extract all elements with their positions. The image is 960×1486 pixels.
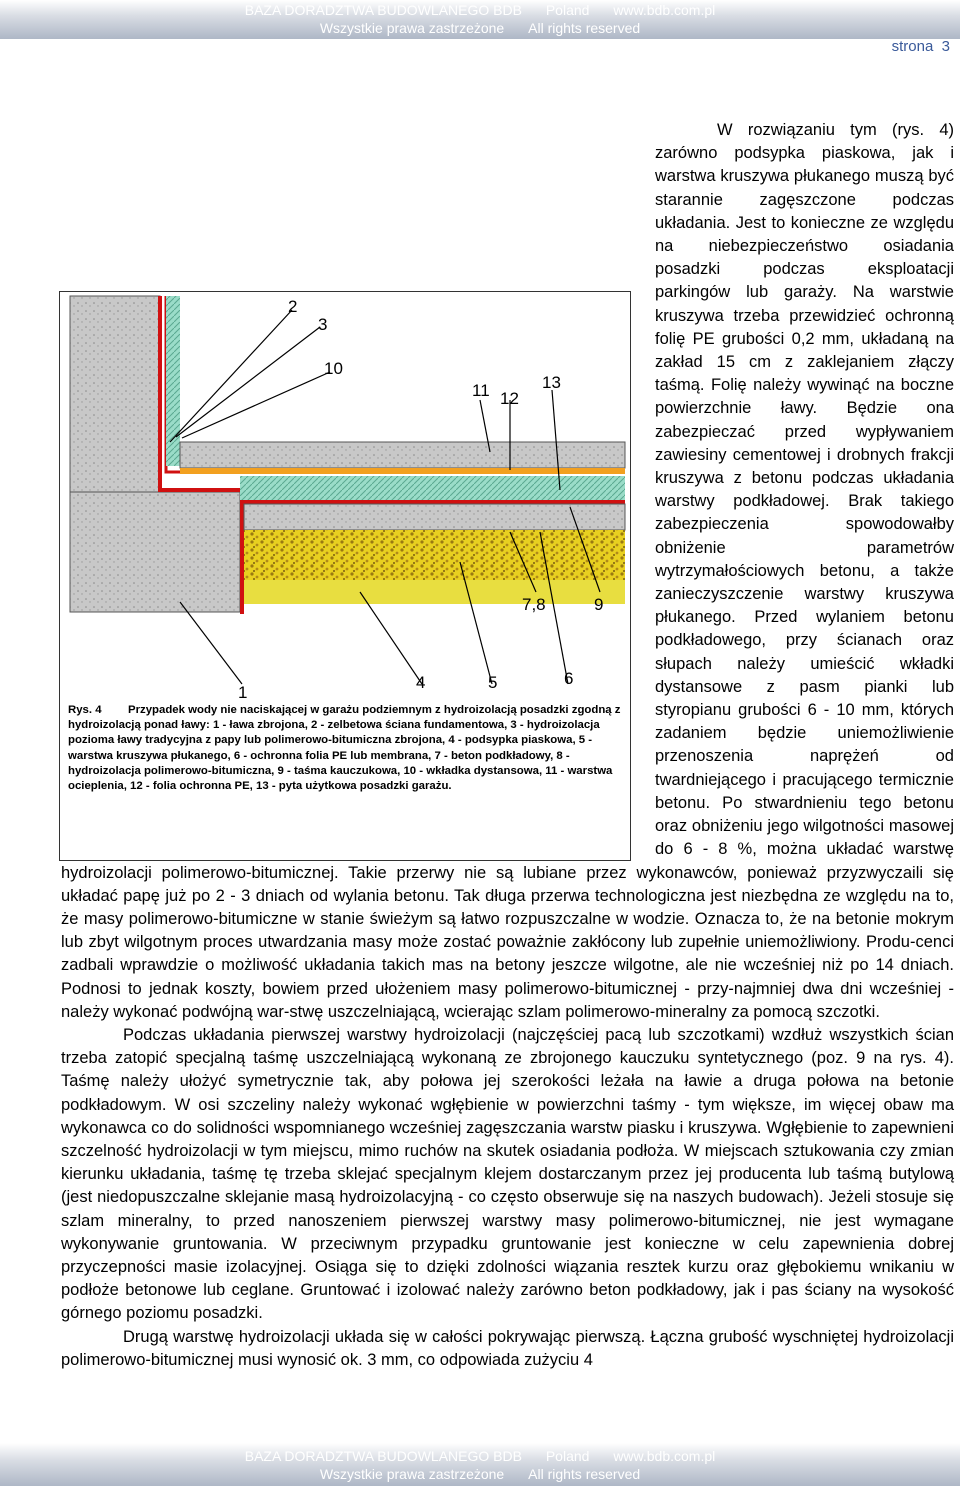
label-7-8: 7,8 (522, 595, 546, 614)
caption-rys: Rys. 4 (68, 704, 102, 716)
figure-rys-4 (59, 291, 631, 861)
caption-text: Przypadek wody nie naciskającej w garażu podziemnym z hydroizolacją posadzki zgodną z hydroizolacją ponad ławy: 1 - ława zbrojona, 2 - zelbetowa ściana fundamentowa, 3 - hydroizolacja pozioma ławy tradycyjna z papy lub polimerowo-bitumiczna zbrojona, 4 - podsypka piaskowa, 5 - warstwa kruszywa płukanego, 6 - ochronna folia PE lub membrana, 7 - beton podkładowy, 8 - hydroizolacja polimerowo-bitumiczna, 9 - taśma kauczukowa, 10 - wkładka dystansowa, 11 - warstwa ocieplenia, 12 - folia ochronna PE, 13 - pyta użytkowa posadzki garażu. (68, 704, 621, 793)
label-9: 9 (594, 595, 604, 614)
label-10: 10 (324, 359, 343, 378)
footer-url[interactable]: www.bdb.com.pl (613, 1448, 716, 1464)
footer-rights-pl: Wszystkie prawa zastrzeżone (319, 1466, 505, 1482)
label-2: 2 (288, 297, 298, 316)
label-3: 3 (318, 315, 328, 334)
label-5: 5 (488, 673, 498, 692)
label-1: 1 (238, 683, 248, 702)
label-6: 6 (564, 669, 574, 688)
figure-caption (68, 703, 624, 794)
paragraph-3: Drugą warstwę hydroizolacji układa się w całości pokrywając pierwszą. Łączna grubość wyschniętej hydroizolacji polimerowo-bitumicznej musi wynosić ok. 3 mm, co odpowiada zużyciu 4 (61, 1327, 954, 1369)
label-12: 12 (500, 389, 519, 408)
header-country: Poland (545, 2, 590, 18)
label-4: 4 (416, 673, 426, 692)
paragraph-1: W rozwiązaniu tym (rys. 4) zarówno podsypka piaskowa, jak i warstwa kruszywa płukanego muszą być starannie zagęszczone podczas układania. Jest to konieczne ze względu na niebezpieczeństwo osiadania posadzki podczas eksploatacji parkingów lub garaży. Na warstwie kruszywa trzeba przewidzieć ochronną folię PE grubości 0,2 mm, układaną na zakład 15 cm z zaklejaniem złączy taśmą. Folię należy wywinąć na boczne powierzchnie ławy. Będzie ona zabezpieczać przed wypływaniem zawiesiny cementowej i drobnych frakcji kruszywa z betonu podczas układania warstwy podkładowej. Brak takiego zabezpieczenia spowodowałby obniżenie parametrów wytrzymałościowych betonu, a także zanieczyszczenie warstwy kruszywa płukanego. Przed wylaniem betonu podkładowego, przy ścianach oraz słupach należy umieścić wkładki dystansowe z pasm pianki lub styropianu grubości 6 - 10 mm, których zadaniem będzie uniemożliwienie przenoszenia naprężeń od twardniejącego i pracującego termicznie betonu. Po stwardnieniu tego betonu oraz obniżeniu jego wilgotności masowej do 6 - 8 %, można układać warstwę hydroizolacji polimerowo-bitumicznej. Takie przerwy nie są lubiane przez wykonawców, ponieważ przyzwyczaili się układać papę już po 2 - 3 dniach od wylania betonu. Tak długa przerwa technologiczna jest niezbędna ze względu na to, że masy polimerowo-bitumiczne w stanie świeżym są łatwo rozpuszczalne w wodzie. Oznacza to, że na betonie mokrym lub zbyt wilgotnym proces utwardzania masy może zostać poważnie zakłócony lub zupełnie uniemożliwiony. Produ-cenci zadbali wprawdzie o możliwość układania takich mas na betony jeszcze wilgotne, ale nie wcześniej niż po 14 dniach. Podnosi to jednak koszty, bowiem przed ułożeniem masy polimerowo-bitumicznej - przy-najmniej dwa dni wcześniej - należy wykonać podwójną war-stwę uszczelniającą, wcierając szlam polimerowo-mineralny za pomocą szczotki. (61, 121, 954, 1021)
header-url[interactable]: www.bdb.com.pl (613, 2, 716, 18)
page-header (0, 0, 960, 39)
header-rights-pl: Wszystkie prawa zastrzeżone (319, 20, 505, 36)
cross-section-drawing (60, 292, 632, 702)
header-title: BAZA DORADZTWA BUDOWLANEGO BDB (244, 2, 522, 18)
page-footer (0, 1443, 960, 1486)
page-number: strona 3 (891, 38, 950, 55)
header-rights-en: All rights reserved (528, 20, 641, 36)
paragraph-2: Podczas układania pierwszej warstwy hydroizolacji (najczęściej pacą lub szczotkami) wzdłuż wszystkich ścian trzeba zatopić specjalną taśmę uszczelniającą wykonaną ze zbrojonego kauczuku syntetycznego (poz. 9 na rys. 4). Taśmę należy ułożyć symetrycznie tak, aby połowa jej szerokości leżała na ławie a druga połowa na betonie podkładowym. W osi szczeliny należy wykonać wgłębienie w powierzchni taśmy - tym większe, im więcej obaw ma wykonawca co do solidności wspomnianego wcześniej zagęszczania warstw piasku i kruszywa. Wgłębienie to zapewnieni szczelność hydroizolacji w tym miejscu, mimo ruchów na skutek osiadania podłoża. W miejscach sztukowania czy zmian kierunku układania, taśmę tę trzeba sklejać specjalnym klejem dostarczanym przez jej producenta lub taśmą butylową (jest niedopuszczalne sklejanie masą hydroizolacyjną - co często obserwuje się na naszych budowach). Jeżeli stosuje się szlam mineralny, to przed nanoszeniem pierwszej warstwy masy polimerowo-bitumicznej, nie jest wymagane wykonywanie gruntowania. W przeciwnym przypadku gruntowanie jest konieczne w celu zapewnienia dobrej przyczepności masie izolacyjnej. Osiąga się to dzięki zdolności wiązania resztek kurzu oraz głębokiemu wnikaniu w podłoże betonowe lub ceglane. Gruntować i izolować należy zarówno beton podkładowy, jak i pas ściany na wysokość górnego poziomu posadzki. (61, 1025, 954, 1323)
footer-rights-en: All rights reserved (528, 1466, 641, 1482)
footer-title: BAZA DORADZTWA BUDOWLANEGO BDB (244, 1448, 522, 1464)
footer-country: Poland (545, 1448, 590, 1464)
label-11: 11 (472, 381, 490, 400)
label-13: 13 (542, 373, 561, 392)
